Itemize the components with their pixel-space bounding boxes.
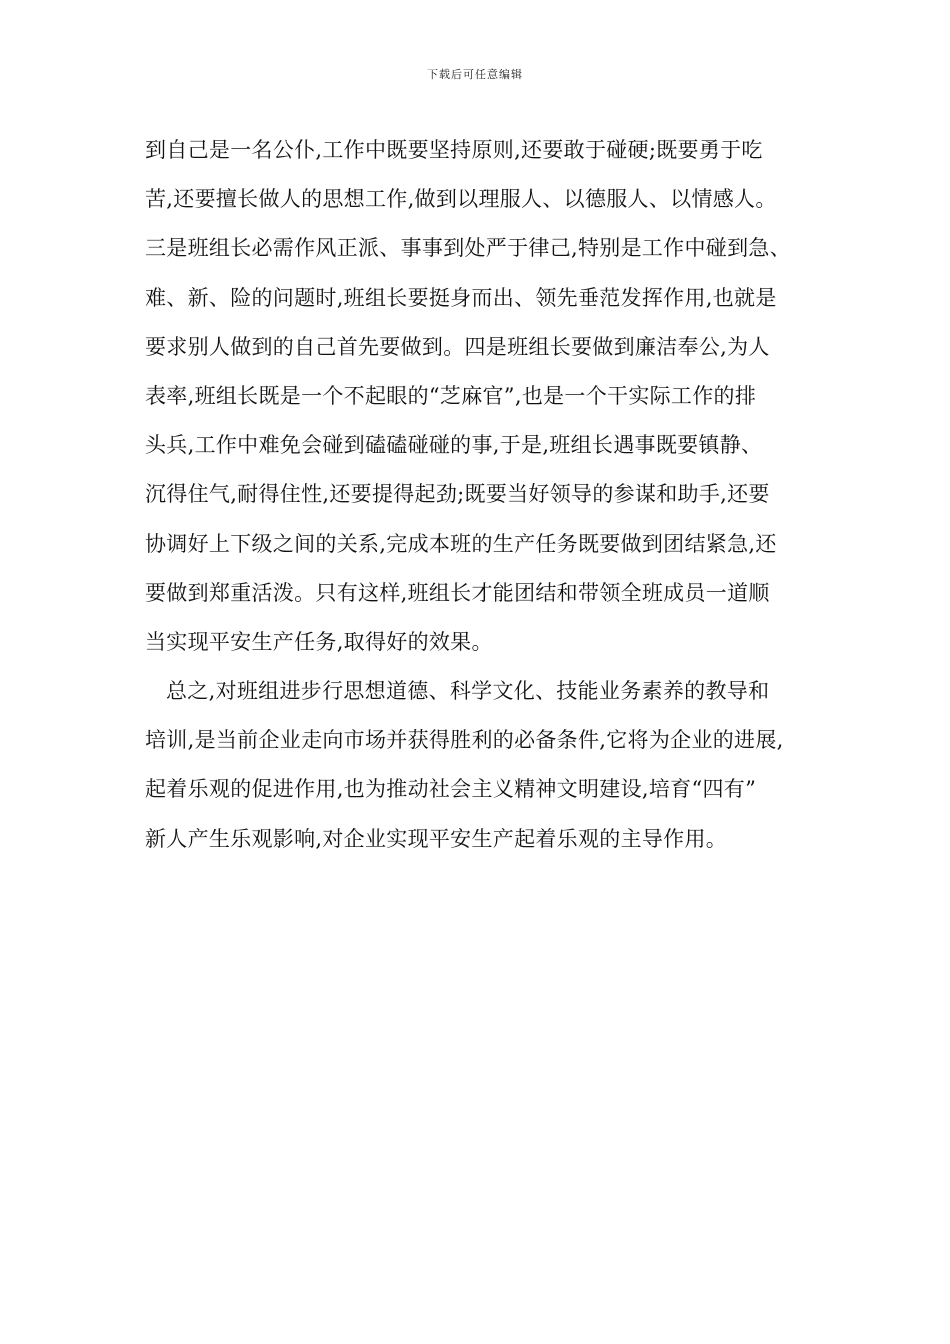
text-line: 当实现平安生产任务,取得好的效果。 [145, 629, 493, 654]
text-line: 到自己是一名公仆,工作中既要坚持原则,还要敢于碰硬;既要勇于吃 [145, 138, 763, 162]
text-line: 沉得住气,耐得住性,还要提得起劲;既要当好领导的参谋和助手,还要 [145, 482, 770, 507]
text-line: 难、新、险的问题时,班组长要挺身而出、领先垂范发挥作用,也就是 [145, 285, 777, 310]
document-body [145, 126, 835, 864]
text-line: 三是班组长必需作风正派、事事到处严于律己,特别是工作中碰到急、 [145, 236, 791, 261]
text-line: 苦,还要擅长做人的思想工作,做到以理服人、以德服人、以情感人。 [145, 187, 777, 212]
text-line: 要做到郑重活泼。只有这样,班组长才能团结和带领全班成员一道顺 [145, 580, 770, 605]
text-line: 新人产生乐观影响,对企业实现平安生产起着乐观的主导作用。 [145, 826, 728, 851]
text-line: 起着乐观的促进作用,也为推动社会主义精神文明建设,培育“四有” [145, 777, 757, 802]
paragraph-start-line: 总之,对班组进步行思想道德、科学文化、技能业务素养的教导和 [166, 679, 770, 704]
text-line: 协调好上下级之间的关系,完成本班的生产任务既要做到团结紧急,还 [145, 531, 777, 556]
text-line: 头兵,工作中难免会碰到磕磕碰碰的事,于是,班组长遇事既要镇静、 [145, 433, 763, 458]
text-line: 要求别人做到的自己首先要做到。四是班组长要做到廉洁奉公,为人 [145, 334, 770, 359]
text-line: 表率,班组长既是一个不起眼的“芝麻官”,也是一个干实际工作的排 [145, 383, 757, 408]
text-line: 培训,是当前企业走向市场并获得胜利的必备条件,它将为企业的进展, [145, 728, 784, 753]
download-edit-note: 下载后可任意编辑 [427, 68, 523, 81]
